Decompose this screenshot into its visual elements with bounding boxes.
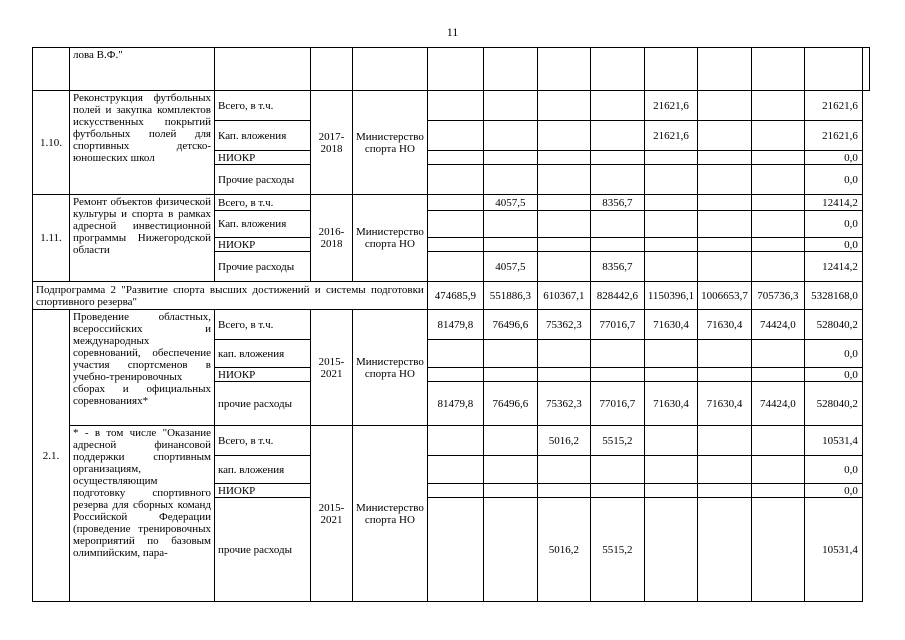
row-description: * - в том числе "Оказание адресной финансовой поддержки спортивным организациям, осуществляющим подготовку спортивного резерва для сборных команд Российской Федерации (проведение тренировочных мероприятий по базовым олимпийским, пара-	[70, 426, 215, 602]
row-description: лова В.Ф."	[70, 48, 215, 91]
row-description: Реконструкция футбольных полей и закупка комплектов искусственных покрытий футбольных полей для спортивных детско-юношеских школ	[70, 91, 215, 195]
expense-label: Всего, в т.ч.	[215, 310, 311, 340]
table-row	[33, 310, 870, 340]
value-cell: 71630,4	[644, 310, 697, 340]
value-cell: 8356,7	[590, 195, 644, 211]
total-cell: 21621,6	[804, 91, 862, 121]
row-number: 1.11.	[33, 195, 70, 282]
value-cell: 81479,8	[427, 382, 483, 426]
value-cell: 77016,7	[590, 310, 644, 340]
value-cell: 75362,3	[537, 310, 590, 340]
years-cell: 2015-2021	[311, 426, 353, 602]
value-cell: 1006653,7	[698, 282, 752, 310]
page-number: 11	[446, 25, 459, 39]
total-cell: 0,0	[804, 211, 862, 238]
value-cell: 5515,2	[590, 426, 644, 456]
ministry-cell: Министерство спорта НО	[353, 195, 428, 282]
value-cell: 81479,8	[427, 310, 483, 340]
expense-label: НИОКР	[215, 151, 311, 165]
value-cell: 4057,5	[483, 195, 537, 211]
subprogram-row	[33, 282, 870, 310]
table-row	[33, 91, 870, 121]
value-cell: 77016,7	[590, 382, 644, 426]
expense-label: кап. вложения	[215, 456, 311, 484]
expense-label: Прочие расходы	[215, 252, 311, 282]
value-cell: 76496,6	[483, 382, 537, 426]
expense-label: НИОКР	[215, 484, 311, 498]
expense-label: прочие расходы	[215, 498, 311, 602]
value-cell: 71630,4	[698, 310, 752, 340]
value-cell: 474685,9	[427, 282, 483, 310]
expense-label: прочие расходы	[215, 382, 311, 426]
total-cell: 21621,6	[804, 121, 862, 151]
ministry-cell: Министерство спорта НО	[353, 91, 428, 195]
value-cell: 5016,2	[537, 426, 590, 456]
value-cell: 71630,4	[698, 382, 752, 426]
value-cell: 74424,0	[751, 310, 804, 340]
value-cell: 21621,6	[644, 121, 697, 151]
total-cell: 0,0	[804, 165, 862, 195]
expense-label: Всего, в т.ч.	[215, 426, 311, 456]
total-cell: 5328168,0	[804, 282, 862, 310]
total-cell: 528040,2	[804, 382, 862, 426]
ministry-cell: Министерство спорта НО	[353, 426, 428, 602]
expense-label: НИОКР	[215, 238, 311, 252]
total-cell: 0,0	[804, 340, 862, 368]
expense-label: кап. вложения	[215, 340, 311, 368]
subprogram-title: Подпрограмма 2 "Развитие спорта высших достижений и системы подготовки спортивного резерва"	[33, 282, 428, 310]
ministry-cell: Министерство спорта НО	[353, 310, 428, 426]
value-cell: 76496,6	[483, 310, 537, 340]
years-cell: 2017-2018	[311, 91, 353, 195]
value-cell: 828442,6	[590, 282, 644, 310]
row-description: Ремонт объектов физической культуры и спорта в рамках адресной инвестиционной программы Нижегородской области	[70, 195, 215, 282]
total-cell: 0,0	[804, 484, 862, 498]
row-description: Проведение областных, всероссийских и международных соревнований, обеспечение участия спортсменов в учебно-тренировочных сборах и официальных соревнованиях*	[70, 310, 215, 426]
total-cell: 10531,4	[804, 498, 862, 602]
row-number: 2.1.	[33, 310, 70, 602]
value-cell: 4057,5	[483, 252, 537, 282]
table-row	[33, 426, 870, 456]
total-cell: 10531,4	[804, 426, 862, 456]
years-cell: 2016-2018	[311, 195, 353, 282]
value-cell: 5515,2	[590, 498, 644, 602]
expense-label: НИОКР	[215, 368, 311, 382]
total-cell: 0,0	[804, 238, 862, 252]
value-cell: 71630,4	[644, 382, 697, 426]
total-cell: 0,0	[804, 456, 862, 484]
value-cell: 610367,1	[537, 282, 590, 310]
total-cell: 0,0	[804, 368, 862, 382]
row-number: 1.10.	[33, 91, 70, 195]
value-cell: 21621,6	[644, 91, 697, 121]
value-cell: 705736,3	[751, 282, 804, 310]
value-cell: 8356,7	[590, 252, 644, 282]
expense-label: Кап. вложения	[215, 121, 311, 151]
expense-label: Кап. вложения	[215, 211, 311, 238]
expense-label: Всего, в т.ч.	[215, 91, 311, 121]
value-cell: 1150396,1	[644, 282, 697, 310]
total-cell: 528040,2	[804, 310, 862, 340]
budget-table	[32, 47, 870, 602]
total-cell: 0,0	[804, 151, 862, 165]
expense-label: Прочие расходы	[215, 165, 311, 195]
value-cell: 551886,3	[483, 282, 537, 310]
years-cell: 2015-2021	[311, 310, 353, 426]
total-cell: 12414,2	[804, 195, 862, 211]
expense-label: Всего, в т.ч.	[215, 195, 311, 211]
table-row	[33, 48, 870, 91]
table-row	[33, 195, 870, 211]
value-cell: 5016,2	[537, 498, 590, 602]
total-cell: 12414,2	[804, 252, 862, 282]
value-cell: 75362,3	[537, 382, 590, 426]
value-cell: 74424,0	[751, 382, 804, 426]
